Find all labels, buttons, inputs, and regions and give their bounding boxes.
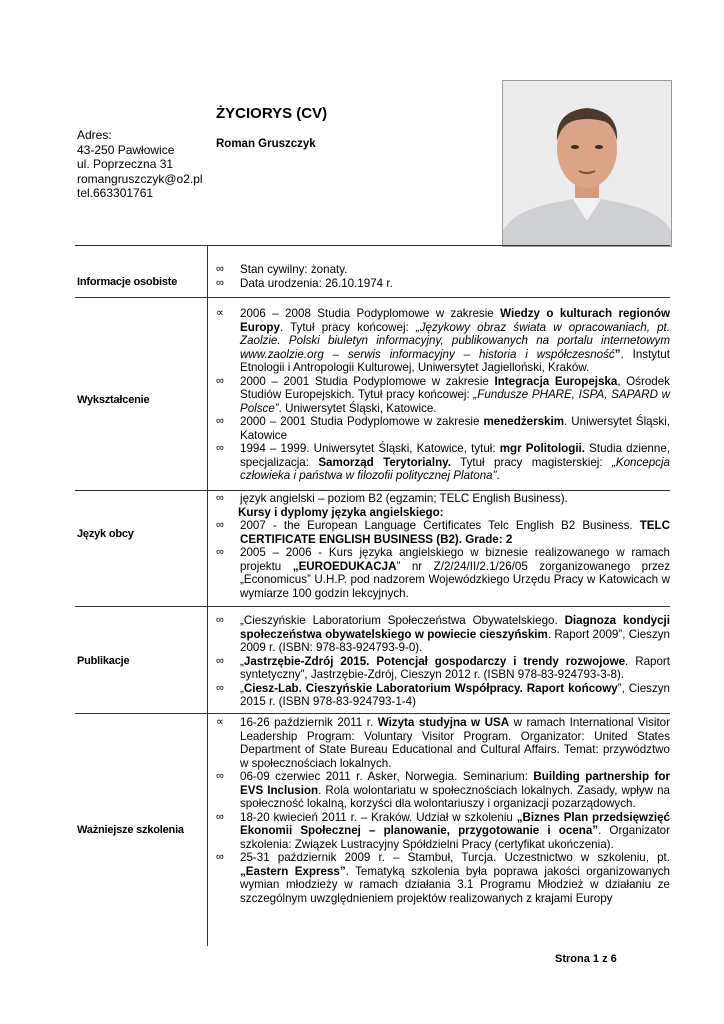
- section-divider: [75, 490, 670, 491]
- section-personal: [216, 263, 670, 290]
- list-item: ∞ 2005 – 2006 - Kurs języka angielskiego w biznesie realizowanego w ramach projektu „EUROEDUKACJA” nr Z/2/24/II/2.1/26/05 zorganizowanego przez „Economicus” U.H.P. pod nadzorem Wojewódzkiego Urzędu Pracy w Katowicach w wymiarze 100 godzin lekcyjnych.: [216, 546, 671, 600]
- bullet-icon: ∞: [216, 810, 224, 823]
- portrait-photo: [502, 80, 672, 247]
- bullet-icon: ∞: [216, 263, 224, 275]
- bullet-icon: ∞: [216, 654, 224, 667]
- bullet-icon: ∞: [216, 681, 224, 694]
- list-item: ∞ Data urodzenia: 26.10.1974 r.: [216, 276, 393, 290]
- section-label-languages: Język obcy: [77, 528, 134, 540]
- bullet-icon: ∝: [216, 716, 224, 728]
- section-languages: [216, 492, 670, 600]
- address-postal: 43-250 Pawłowice: [77, 142, 175, 157]
- section-label-publications: Publikacje: [77, 655, 130, 667]
- bullet-icon: ∞: [216, 546, 224, 558]
- list-item: ∞ 18-20 kwiecień 2011 r. – Kraków. Udział w szkoleniu „Biznes Plan przedsięwzięć Ekonomii Społecznej – planowanie, przygotowanie i ocena”. Organizator szkolenia: Związek Lustracyjny Spółdzielni Pracy (certyfikat ukończenia).: [216, 810, 670, 851]
- languages-subheading: Kursy i dyplomy języka angielskiego:: [238, 505, 444, 519]
- section-training: [216, 716, 670, 905]
- bullet-icon: ∞: [216, 614, 224, 626]
- list-item: ∞ 1994 – 1999. Uniwersytet Śląski, Katowice, tytuł: mgr Politologii. Studia dzienne, specjalizacja: Samorząd Terytorialny. Tytuł pracy magisterskiej: „Koncepcja człowieka i państwa w filozofii politycznej Platona”.: [216, 442, 670, 482]
- phone: tel.663301761: [77, 186, 154, 201]
- list-item: ∞ 2000 – 2001 Studia Podyplomowe w zakresie menedżerskim. Uniwersytet Śląski, Katowice: [216, 415, 670, 442]
- section-label-education: Wykształcenie: [77, 394, 150, 406]
- section-label-training: Ważniejsze szkolenia: [77, 824, 184, 836]
- bullet-icon: ∞: [216, 276, 224, 289]
- address-label: Adres:: [77, 128, 112, 142]
- list-item: ∝ 2006 – 2008 Studia Podyplomowe w zakresie Wiedzy o kulturach regionów Europy. Tytuł pracy końcowej: „Językowy obraz świata w opracowaniach, pt. Zaolzie. Polski biuletyn informacyjny, publikowanych na portalu internetowym www.zaolzie.org – serwis informacyjny – historia i współczesność”. Instytut Etnologii i Antropologii Kulturowej, Uniwersytet Jagielloński, Kraków.: [216, 307, 670, 374]
- person-name: Roman Gruszczyk: [216, 138, 316, 150]
- section-label-personal: Informacje osobiste: [77, 276, 178, 288]
- list-item: ∞ „Cieszyńskie Laboratorium Społeczeństwa Obywatelskiego. Diagnoza kondycji społeczeństwa obywatelskiego w powiecie cieszyńskim. Raport 2009”, Cieszyn 2009 r. (ISBN: 978-83-924793-9-0).: [216, 614, 670, 654]
- section-divider: [75, 606, 670, 607]
- bullet-icon: ∞: [216, 374, 224, 387]
- list-item: ∞ 25-31 październik 2009 r. – Stambuł, Turcja. Uczestnictwo w szkoleniu, pt. „Eastern Express”. Tematyką szkolenia była poprawa jakości organizowanych wymian młodzieży w ramach działania 3.1 Programu Młodzież w działaniu ze szczególnym uwzględnieniem projektów realizowanych z krajami Europy: [216, 851, 671, 905]
- bullet-icon: ∞: [216, 519, 224, 531]
- list-item: ∞ 2000 – 2001 Studia Podyplomowe w zakresie Integracja Europejska, Ośrodek Studiów Europejskich. Tytuł pracy końcowej: „Fundusze PHARE, ISPA, SAPARD w Polsce”. Uniwersytet Śląski, Katowice.: [216, 374, 670, 415]
- header-divider: [75, 245, 670, 246]
- section-divider: [75, 713, 670, 714]
- bullet-icon: ∝: [216, 307, 224, 319]
- list-item: ∞ „Jastrzębie-Zdrój 2015. Potencjał gospodarczy i trendy rozwojowe. Raport syntetyczny”, Jastrzębie-Zdrój, Cieszyn 2012 r. (ISBN 978-83-924793-3-8).: [216, 654, 670, 681]
- address-street: ul. Poprzeczna 31: [77, 157, 174, 172]
- bullet-icon: ∞: [216, 492, 224, 504]
- list-item: ∞ język angielski – poziom B2 (egzamin; TELC English Business).: [216, 492, 568, 505]
- list-item: ∝ 16-26 październik 2011 r. Wizyta studyjna w USA w ramach International Visitor Leadership Program: Voluntary Visitor Program. Organizator: United States Department of State Bureau Educational and Cultural Affairs. Temat: przywództwo w społecznościach lokalnych.: [216, 716, 670, 770]
- section-publications: [216, 614, 670, 709]
- page-number: Strona 1 z 6: [555, 953, 617, 965]
- list-item: ∞ Stan cywilny: żonaty.: [216, 263, 348, 276]
- page-title: ŻYCIORYS (CV): [216, 105, 328, 122]
- email: romangruszczyk@o2.pl: [77, 171, 203, 186]
- section-divider: [75, 297, 670, 298]
- bullet-icon: ∞: [216, 770, 224, 782]
- bullet-icon: ∞: [216, 442, 224, 454]
- column-divider: [207, 246, 208, 946]
- list-item: ∞ 06-09 czerwiec 2011 r. Asker, Norwegia. Seminarium: Building partnership for EVS Inclusion. Rola wolontariatu w społecznościach lokalnych. Zasady, wpływ na społeczność lokalną, korzyści dla wolontariuszy i organizacji pozarządowych.: [216, 770, 671, 810]
- list-item: ∞ „Ciesz-Lab. Cieszyńskie Laboratorium Współpracy. Raport końcowy”, Cieszyn 2015 r. (ISBN 978-83-924793-1-4): [216, 681, 670, 708]
- section-education: [216, 307, 670, 483]
- address-block: [77, 128, 203, 201]
- bullet-icon: ∞: [216, 415, 224, 427]
- list-item: ∞ 2007 - the European Language Certificates Telc English B2 Business. TELC CERTIFICATE ENGLISH BUSINESS (B2). Grade: 2: [216, 519, 670, 546]
- bullet-icon: ∞: [216, 851, 224, 863]
